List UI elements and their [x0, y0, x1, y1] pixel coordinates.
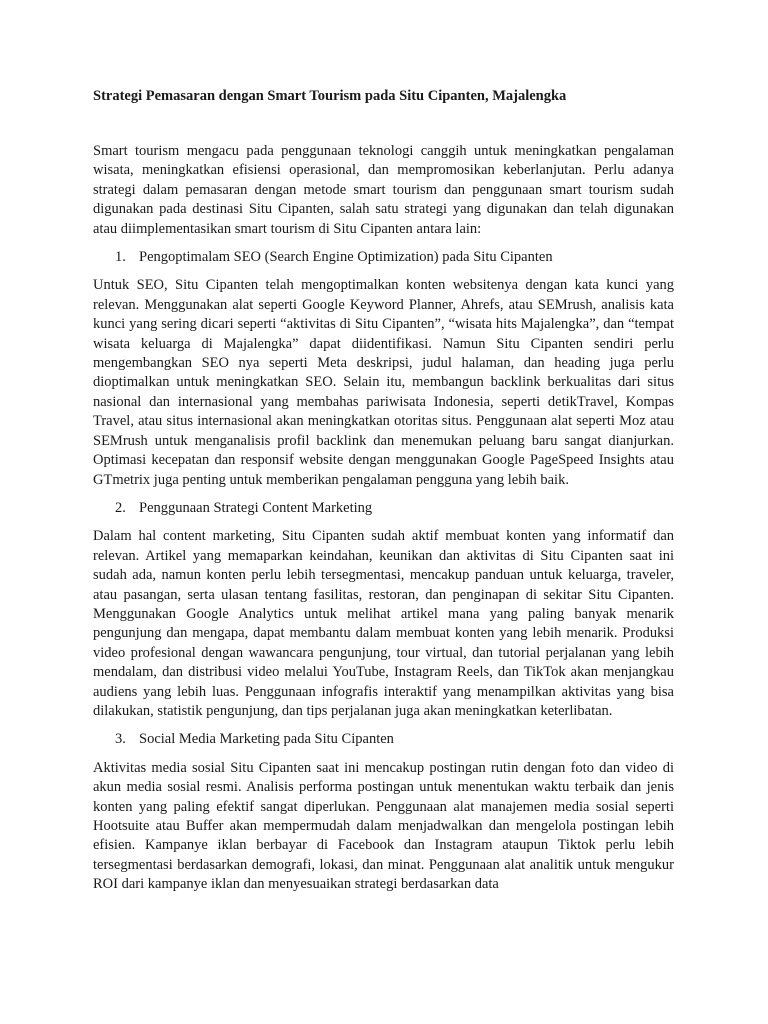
section-heading-1	[93, 248, 674, 267]
section-heading-2	[93, 499, 674, 518]
section-heading-text: Penggunaan Strategi Content Marketing	[139, 499, 373, 516]
section-body-3: Aktivitas media sosial Situ Cipanten saat ini mencakup postingan rutin dengan foto dan video di akun media sosial resmi. Analisis performa postingan untuk menentukan waktu terbaik dan jenis konten yang paling efektif sangat diperlukan. Penggunaan alat manajemen media sosial seperti Hootsuite atau Buffer akan mempermudah dalam menjadwalkan dan mengelola postingan lebih efisien. Kampanye iklan berbayar di Facebook dan Instagram ataupun Tiktok perlu lebih tersegmentasi berdasarkan demografi, lokasi, dan minat. Penggunaan alat analitik untuk mengukur ROI dari kampanye iklan dan menyesuaikan strategi berdasarkan data	[93, 759, 674, 893]
section-heading-3	[93, 730, 674, 749]
section-heading-text: Social Media Marketing pada Situ Cipanten	[139, 731, 394, 748]
section-body-2: Dalam hal content marketing, Situ Cipanten sudah aktif membuat konten yang informatif dan relevan. Artikel yang memaparkan keindahan, keunikan dan aktivitas di Situ Cipanten saat ini sudah ada, namun konten perlu lebih tersegmentasi, mencakup panduan untuk keluarga, traveler, atau pasangan, serta ulasan tentang fasilitas, restoran, dan penginapan di sekitar Situ Cipanten. Menggunakan Google Analytics untuk melihat artikel mana yang paling banyak menarik pengunjung dan mengapa, dapat membantu dalam membuat konten yang lebih menarik. Produksi video profesional dengan wawancara pengunjung, tour virtual, dan tutorial perjalanan yang lebih mendalam, dan distribusi video melalui YouTube, Instagram Reels, dan TikTok akan menjangkau audiens yang lebih luas. Penggunaan infografis interaktif yang menampilkan aktivitas yang bisa dilakukan, statistik pengunjung, dan tips perjalanan juga akan meningkatkan keterlibatan.	[93, 528, 674, 719]
intro-paragraph: Smart tourism mengacu pada penggunaan teknologi canggih untuk meningkatkan pengalaman wisata, meningkatkan efisiensi operasional, dan mempromosikan keberlanjutan. Perlu adanya strategi dalam pemasaran dengan metode smart tourism dan penggunaan smart tourism sudah digunakan pada destinasi Situ Cipanten, salah satu strategi yang digunakan dan telah digunakan atau diimplementasikan smart tourism di Situ Cipanten antara lain:	[93, 143, 674, 237]
document-title: Strategi Pemasaran dengan Smart Tourism pada Situ Cipanten, Majalengka	[93, 88, 567, 104]
section-number: 2.	[115, 499, 126, 516]
section-body-1: Untuk SEO, Situ Cipanten telah mengoptimalkan konten websitenya dengan kata kunci yang relevan. Menggunakan alat seperti Google Keyword Planner, Ahrefs, atau SEMrush, analisis kata kunci yang sering dicari seperti “aktivitas di Situ Cipanten”, “wisata hits Majalengka”, dan “tempat wisata keluarga di Majalengka” dapat diidentifikasi. Namun Situ Cipanten sendiri perlu mengembangkan SEO nya seperti Meta deskripsi, judul halaman, dan heading juga perlu dioptimalkan untuk meningkatkan SEO. Selain itu, membangun backlink berkualitas dari situs nasional dan internasional yang membahas pariwisata Indonesia, seperti detikTravel, Kompas Travel, atau situs internasional akan meningkatkan otoritas situs. Penggunaan alat seperti Moz atau SEMrush untuk menganalisis profil backlink dan menemukan peluang baru sangat dianjurkan. Optimasi kecepatan dan responsif website dengan menggunakan Google PageSpeed Insights atau GTmetrix juga penting untuk memberikan pengalaman pengguna yang lebih baik.	[93, 277, 674, 488]
section-number: 3.	[115, 731, 126, 748]
document-page	[93, 86, 674, 904]
section-heading-text: Pengoptimalam SEO (Search Engine Optimization) pada Situ Cipanten	[139, 249, 553, 266]
section-number: 1.	[115, 249, 126, 266]
